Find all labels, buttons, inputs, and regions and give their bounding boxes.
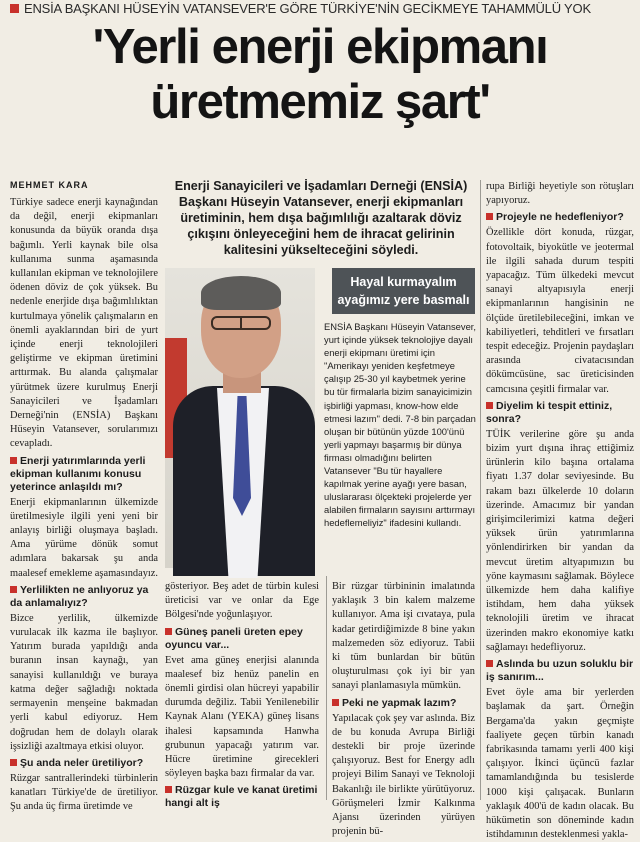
column-divider xyxy=(326,576,327,800)
box-text: ENSİA Başkanı Hüseyin Vatansever, yurt içinde yüksek teknolojiye dayalı enerji ekipmanı üretimi için "Amerikayı yeniden keşfetmeye çalışıp 25-30 yıl kaybetmek yerine bu tür firmalarla bizim sanayicimizin işbirliği yapması, know-how elde etmesi lazım" dedi. 7-8 bin parçadan oluşan bir bütünün yüzde 100'ünü yerli yapmayı başarmış bir dünya firması olmadığını belirten Vatansever "Bu tür hayallere kapılmak yerine ayağı yere basan, uluslararası ölçekteki projelerde yer alabilen firmaların sayısını arttırmayı hedeflemeliyiz" ifadesini kullandı. xyxy=(324,321,476,529)
answer-4: Evet ama güneş enerjisi alanında maalesef biz henüz panelin en önemli girdisi olan hücreyi yapabilir durumda değiliz. Tabii Yenilenebilir Kaynak Alanı (YEKA) güneş lisans ihalesi kapsamında Hanwha grubunun yapacağı yatırım var. Hücre üretimine girecekleri söyleyen başka bazı firmalar da var. xyxy=(165,654,319,780)
answer-3-continued: gösteriyor. Beş adet de türbin kulesi üreticisi var ve onlar da Ege Bölgesi'nde yoğunlaşıyor. xyxy=(165,581,319,621)
answer-1: Enerji ekipmanlarının ülkemizde üretilmesiyle ilgili yeni yeni bir anlayış birliği oluşmaya başladı. Ama yürüme dönük somut adımlara bakarsak şu anda maalesef emekleme aşamasındayız. xyxy=(10,496,158,579)
lead-paragraph: Enerji Sanayicileri ve İşadamları Derneği (ENSİA) Başkanı Hüseyin Vatansever, enerji ekipmanları üretiminin, hem dışa bağımlılığı azaltarak döviz çıkışını önleyeceğini hem de ihracat gelirinin kalitesini yükselteceğini söyledi. xyxy=(174,179,468,257)
kicker xyxy=(0,0,640,20)
box-title-line-1: Hayal kurmayalım xyxy=(350,275,457,289)
continued-paragraph: rupa Birliği heyetiyle son rötuşları yapıyoruz. xyxy=(486,181,634,207)
answer-5: Bir rüzgar türbininin imalatında yaklaşık 3 bin kalem malzeme kullanıyor. Ama işi cıvataya, pula kadar getirdiğimizde 8 bine yakın malzemeden söz ediyoruz. Tabii ki tüm bunlardan bir bütün oluşturulması çok iyi bir yan sanayi planlamasıyla mümkün. xyxy=(332,581,475,692)
box-title xyxy=(332,268,475,314)
answer-9: Evet öyle ama bir yerlerden başlamak da şart. Örneğin Bergama'da yakın geçmişte faaliyete geçen türbin kanadı fabrikasında tamamı yerli 400 kişi çalışıyor. İkinci üçüncü fazlar tamamlandığında bu tesislerde 1000 kişi çalışacak. Bunların yaklaşık 400'ü de kadın olacak. Bu hükümetin son döneminde kadın istihdamının desteklenmesi yakla- xyxy=(486,687,634,841)
byline: MEHMET KARA xyxy=(10,180,89,190)
column-1 xyxy=(10,196,158,813)
kicker-marker xyxy=(10,4,19,13)
answer-2: Bizce yerlilik, ülkemizde vurulacak ilk kazma ile başlıyor. Yatırım burada yapıldığı anda buranın insan kaynağı, yan sanayisi kullanıldığı ve buraya katma değer sağladığı noktada sermayenin menşeine bakmadan yerli kabul ediyoruz. Hem doğrudan hem de dolaylı olarak işsizliği azaltmaya etkisi oluyor. xyxy=(10,612,158,752)
kicker-text: ENSİA BAŞKANI HÜSEYİN VATANSEVER'E GÖRE TÜRKİYE'NİN GECİKMEYE TAHAMMÜLÜ YOK xyxy=(24,1,591,16)
column-divider xyxy=(480,180,481,800)
answer-8: TÜİK verilerine göre şu anda bizim yurt dışına ihraç ettiğimiz ürünlerin kilo başına ortalama fiyatı 1.37 dolar seviyesinde. Bu rakam bazı ülkelerde 10 doların üzerinde. Amacımız bir yandan girişimcilerimizi katma değeri yüksek ürün yatırımlarına yönlendirirken bir yandan da mevcut üretim altyapımızın bu yöne kaymasını sağlamak. Böylece ülkemizde hem daha kalifiye istihdam, hem daha yüksek teknolojili üretim ve ihracat üzerinden makro ekonomiye katkı sağlamayı hedefliyoruz. xyxy=(486,428,634,653)
headline-line-1: 'Yerli enerji ekipmanı xyxy=(92,20,548,74)
question-1: Enerji yatırımlarında yerli ekipman kullanımı konusu yeterince anlaşıldı mı? xyxy=(10,455,158,494)
column-3 xyxy=(332,580,475,838)
question-7: Projeyle ne hedefleniyor? xyxy=(486,211,634,224)
column-2 xyxy=(165,580,319,810)
question-3: Şu anda neler üretiliyor? xyxy=(10,757,158,770)
answer-7: Özellikle dört konuda, rüzgar, fotovoltaik, biyokütle ve jeotermal ile ilgili sahada durum tespiti yapacağız. Tüm ülkedeki mevcut sanayi altyapısıyla enerji ekipmanlarının hangisinin ne ölçüde üretilebileceğini, imkan ve kabiliyetleri, tehditleri ve fırsatları tespit edeceğiz. Projenin paydaşları arasında civatacısından dökümcüsüne, sac üreticisinden camcısına çeşitli firmalar var. xyxy=(486,227,634,395)
box-title-line-2: ayağımız yere basmalı xyxy=(337,293,470,307)
question-2: Yerlilikten ne anlıyoruz ya da anlamalıyız? xyxy=(10,584,158,610)
answer-6: Yapılacak çok şey var aslında. Biz de bu konuda Avrupa Birliği destekli bir proje üzerinde çalışıyoruz. Best for Energy adlı projeyi Bilim Sanayi ve Teknoloji Bakanlığı ile birlikte yürütüyoruz. Görüşmeleri İzmir Kalkınma Ajansı üzerinden yürüyen projenin bü- xyxy=(332,712,475,838)
headline-line-2: üretmemiz şart' xyxy=(150,75,490,129)
portrait-photo xyxy=(165,268,315,568)
question-6: Peki ne yapmak lazım? xyxy=(332,697,475,710)
answer-3: Rüzgar santrallerindeki türbinlerin kanatları Türkiye'de de üretiliyor. Şu anda üç firma üretimde ve xyxy=(10,772,158,813)
question-8: Diyelim ki tespit ettiniz, sonra? xyxy=(486,400,634,426)
question-5: Rüzgar kule ve kanat üretimi hangi alt iş xyxy=(165,784,318,810)
question-4: Güneş paneli üreten epey oyuncu var... xyxy=(165,626,319,652)
intro-paragraph: Türkiye sadece enerji kaynağından da değil, enerji ekipmanları konusunda da büyük oranda dışa bağımlı. Yerli kaynak bile olsa kullanıma sunma aşamasında kullanılan ekipman ve teknolojilere ödenen döviz de çok yüksek. Bu nedenle enerjide dışa bağımlılıktan kurtulmaya yönelik çalışmaların en önemli ayaklarından biri de yurt içinde enerji teknolojileri geliştirme ve ekipman üretimini arttırmak. Bu alanda çalışmalar yürütmek üzere kurulmuş Enerji Sanayicileri ve İşadamları Derneği'nin (ENSİA) Başkanı Hüseyin Vatansever, sorularımızı cevapladı. xyxy=(10,197,158,450)
headline xyxy=(0,20,640,130)
question-9: Aslında bu uzun soluklu bir iş sanırım... xyxy=(486,658,634,684)
column-4 xyxy=(486,180,634,841)
